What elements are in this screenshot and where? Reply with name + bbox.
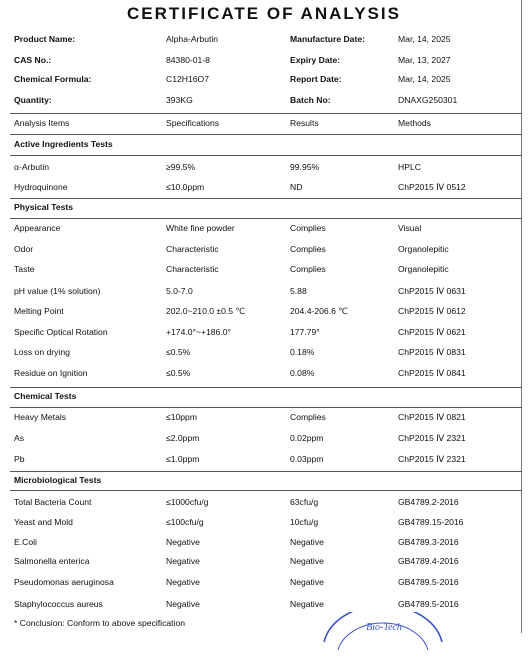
cas-label: CAS No.: bbox=[14, 55, 52, 65]
cell-result: Complies bbox=[290, 412, 326, 422]
cell-result: Complies bbox=[290, 264, 326, 274]
batch-label: Batch No: bbox=[290, 95, 331, 105]
header-result: Results bbox=[290, 118, 319, 128]
info-row-cas bbox=[0, 55, 528, 69]
table-row bbox=[0, 327, 528, 341]
section-title: Active Ingredients Tests bbox=[14, 139, 113, 149]
cell-result: Negative bbox=[290, 577, 324, 587]
cell-spec: Characteristic bbox=[166, 244, 219, 254]
cell-method: ChP2015 Ⅳ 0831 bbox=[398, 347, 466, 357]
cell-method: GB4789.4-2016 bbox=[398, 556, 459, 566]
cell-result: 0.08% bbox=[290, 368, 315, 378]
page-title: CERTIFICATE OF ANALYSIS bbox=[127, 4, 401, 23]
cell-item: pH value (1% solution) bbox=[14, 286, 101, 296]
cell-result: 0.02ppm bbox=[290, 433, 324, 443]
cell-method: ChP2015 Ⅳ 0821 bbox=[398, 412, 466, 422]
section-rule bbox=[10, 218, 522, 219]
cell-method: ChP2015 Ⅳ 2321 bbox=[398, 454, 466, 464]
table-row bbox=[0, 368, 528, 382]
cell-method: GB4789.5-2016 bbox=[398, 577, 459, 587]
table-row bbox=[0, 454, 528, 468]
section-title: Physical Tests bbox=[14, 202, 74, 212]
report-date-label: Report Date: bbox=[290, 74, 342, 84]
cell-result: ND bbox=[290, 182, 303, 192]
cell-spec: Negative bbox=[166, 556, 200, 566]
cell-item: Residue on Ignition bbox=[14, 368, 88, 378]
cell-spec: ≤2.0ppm bbox=[166, 433, 200, 443]
cell-item: α-Arbutin bbox=[14, 162, 50, 172]
cell-method: HPLC bbox=[398, 162, 421, 172]
cell-item: Taste bbox=[14, 264, 35, 274]
cell-item: Heavy Metals bbox=[14, 412, 67, 422]
product-name-value: Alpha-Arbutin bbox=[166, 34, 219, 44]
batch-value: DNAXG250301 bbox=[398, 95, 458, 105]
manufacture-date-label: Manufacture Date: bbox=[290, 34, 365, 44]
cell-result: Negative bbox=[290, 556, 324, 566]
cell-item: Hydroquinone bbox=[14, 182, 68, 192]
cell-method: GB4789.2-2016 bbox=[398, 497, 459, 507]
cell-item: E.Coli bbox=[14, 537, 37, 547]
cell-method: Visual bbox=[398, 223, 422, 233]
table-top-rule bbox=[10, 113, 522, 114]
table-row bbox=[0, 223, 528, 237]
cell-result: 177.79° bbox=[290, 327, 320, 337]
cell-spec: ≤10ppm bbox=[166, 412, 197, 422]
cell-result: Complies bbox=[290, 244, 326, 254]
section-title: Microbiological Tests bbox=[14, 475, 102, 485]
cell-result: Negative bbox=[290, 599, 324, 609]
cell-method: GB4789.15-2016 bbox=[398, 517, 464, 527]
table-row bbox=[0, 264, 528, 278]
table-row bbox=[0, 599, 528, 613]
cell-result: 99.95% bbox=[290, 162, 320, 172]
table-row bbox=[0, 306, 528, 320]
table-row bbox=[0, 182, 528, 196]
cell-spec: 202.0~210.0 ±0.5 ℃ bbox=[166, 306, 246, 316]
cell-method: ChP2015 Ⅳ 0631 bbox=[398, 286, 466, 296]
table-row bbox=[0, 244, 528, 258]
header-spec: Specifications bbox=[166, 118, 220, 128]
cell-result: Complies bbox=[290, 223, 326, 233]
cell-spec: ≤1.0ppm bbox=[166, 454, 200, 464]
section-rule bbox=[10, 490, 522, 491]
cell-spec: ≤10.0ppm bbox=[166, 182, 205, 192]
cell-item: Total Bacteria Count bbox=[14, 497, 92, 507]
table-row bbox=[0, 162, 528, 176]
cell-item: Melting Point bbox=[14, 306, 64, 316]
table-row bbox=[0, 517, 528, 531]
cell-result: 5.88 bbox=[290, 286, 307, 296]
section-rule bbox=[10, 407, 522, 408]
company-seal bbox=[318, 612, 448, 672]
quantity-value: 393KG bbox=[166, 95, 193, 105]
table-header-row bbox=[0, 118, 528, 132]
table-row bbox=[0, 577, 528, 591]
info-row-product bbox=[0, 34, 528, 48]
table-row bbox=[0, 537, 528, 551]
table-row bbox=[0, 347, 528, 361]
header-method: Methods bbox=[398, 118, 431, 128]
cell-spec: ≤100cfu/g bbox=[166, 517, 204, 527]
cell-item: Loss on drying bbox=[14, 347, 70, 357]
cell-item: Pseudomonas aeruginosa bbox=[14, 577, 114, 587]
cell-spec: ≥99.5% bbox=[166, 162, 196, 172]
cell-spec: White fine powder bbox=[166, 223, 235, 233]
cell-method: ChP2015 Ⅳ 0512 bbox=[398, 182, 466, 192]
cell-result: 204.4-206.6 ℃ bbox=[290, 306, 348, 316]
product-name-label: Product Name: bbox=[14, 34, 76, 44]
section-title: Chemical Tests bbox=[14, 391, 77, 401]
seal-text: Bio-Tech bbox=[366, 622, 402, 633]
cell-spec: +174.0°~+186.0° bbox=[166, 327, 231, 337]
section-end-rule bbox=[10, 471, 522, 472]
cas-value: 84380-01-8 bbox=[166, 55, 210, 65]
cell-spec: Negative bbox=[166, 577, 200, 587]
cell-item: Salmonella enterica bbox=[14, 556, 90, 566]
info-row-quantity bbox=[0, 95, 528, 109]
cell-spec: ≤0.5% bbox=[166, 347, 191, 357]
cell-spec: 5.0-7.0 bbox=[166, 286, 193, 296]
cell-method: ChP2015 Ⅳ 2321 bbox=[398, 433, 466, 443]
cell-result: 63cfu/g bbox=[290, 497, 319, 507]
cell-method: ChP2015 Ⅳ 0612 bbox=[398, 306, 466, 316]
cell-item: Pb bbox=[14, 454, 25, 464]
cell-method: ChP2015 Ⅳ 0621 bbox=[398, 327, 466, 337]
section-end-rule bbox=[10, 198, 522, 199]
section-end-rule bbox=[10, 387, 522, 388]
manufacture-date-value: Mar, 14, 2025 bbox=[398, 34, 451, 44]
table-row bbox=[0, 412, 528, 426]
cell-method: GB4789.3-2016 bbox=[398, 537, 459, 547]
cell-result: 0.18% bbox=[290, 347, 315, 357]
table-row bbox=[0, 433, 528, 447]
table-row bbox=[0, 556, 528, 570]
cell-item: Appearance bbox=[14, 223, 61, 233]
cell-spec: Negative bbox=[166, 599, 200, 609]
cell-item: Staphylococcus aureus bbox=[14, 599, 103, 609]
formula-label: Chemical Formula: bbox=[14, 74, 92, 84]
expiry-date-value: Mar, 13, 2027 bbox=[398, 55, 451, 65]
cell-item: Specific Optical Rotation bbox=[14, 327, 108, 337]
header-item: Analysis Items bbox=[14, 118, 70, 128]
cell-item: Odor bbox=[14, 244, 34, 254]
conclusion-text: * Conclusion: Conform to above specification bbox=[14, 618, 186, 628]
cell-result: Negative bbox=[290, 537, 324, 547]
cell-method: Organolepitic bbox=[398, 244, 449, 254]
cell-item: Yeast and Mold bbox=[14, 517, 73, 527]
cell-spec: ≤1000cfu/g bbox=[166, 497, 209, 507]
table-row bbox=[0, 286, 528, 300]
cell-result: 10cfu/g bbox=[290, 517, 319, 527]
quantity-label: Quantity: bbox=[14, 95, 52, 105]
cell-method: GB4789.5-2016 bbox=[398, 599, 459, 609]
cell-spec: ≤0.5% bbox=[166, 368, 191, 378]
table-row bbox=[0, 497, 528, 511]
cell-spec: Negative bbox=[166, 537, 200, 547]
cell-method: ChP2015 Ⅳ 0841 bbox=[398, 368, 466, 378]
report-date-value: Mar, 14, 2025 bbox=[398, 74, 451, 84]
header-rule bbox=[10, 134, 522, 135]
expiry-date-label: Expiry Date: bbox=[290, 55, 341, 65]
cell-item: As bbox=[14, 433, 25, 443]
cell-result: 0.03ppm bbox=[290, 454, 324, 464]
formula-value: C12H16O7 bbox=[166, 74, 209, 84]
cell-method: Organolepitic bbox=[398, 264, 449, 274]
info-row-formula bbox=[0, 74, 528, 88]
cell-spec: Characteristic bbox=[166, 264, 219, 274]
section-rule bbox=[10, 155, 522, 156]
